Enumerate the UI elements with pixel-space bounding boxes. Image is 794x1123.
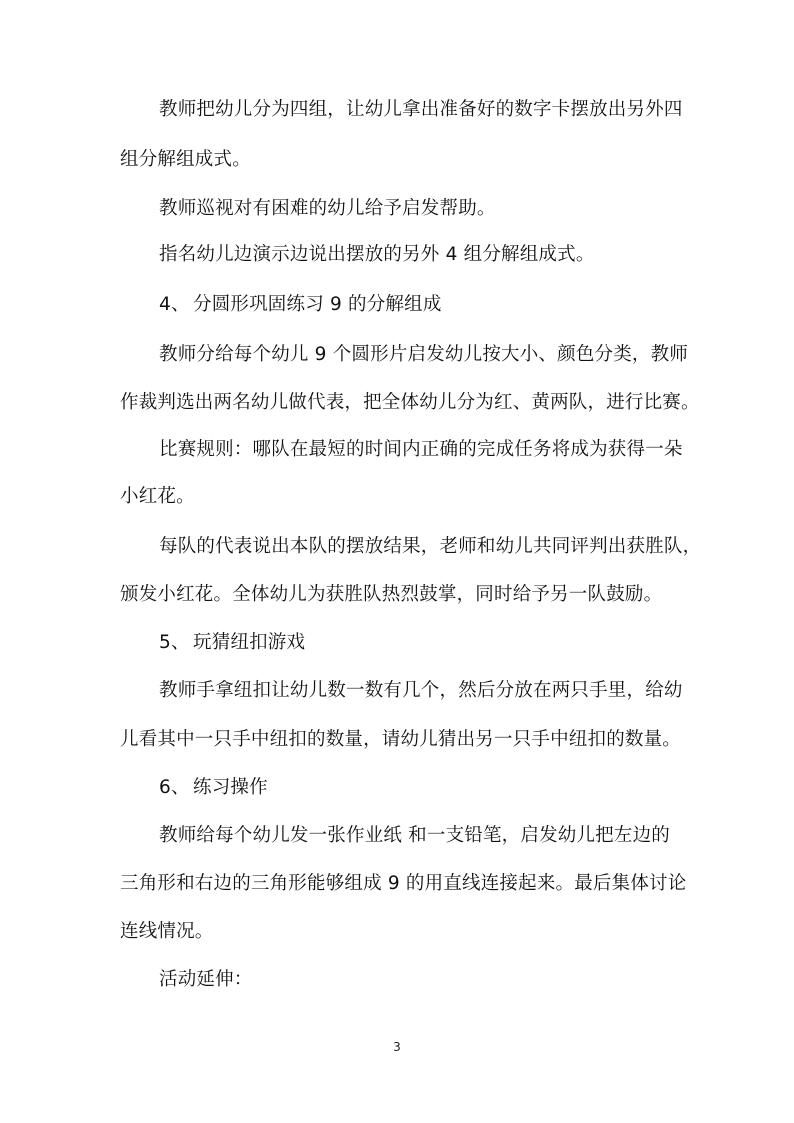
paragraph-1-line-1: 教师把幼儿分为四组，让幼儿拿出准备好的数字卡摆放出另外四 (159, 99, 683, 120)
paragraph-5-line-1: 比赛规则：哪队在最短的时间内正确的完成任务将成为获得一朵 (159, 439, 683, 460)
paragraph-4-line-1: 教师分给每个幼儿 9 个圆形片启发幼儿按大小、颜色分类，教师 (159, 344, 689, 365)
section-heading-5-number: 5、 (159, 632, 190, 653)
section-heading-5 (159, 630, 305, 656)
paragraph-2-line-1: 教师巡视对有困难的幼儿给予启发帮助。 (159, 198, 496, 219)
paragraph-5-line-2: 小红花。 (120, 486, 195, 507)
paragraph-8-line-2: 三角形和右边的三角形能够组成 9 的用直线连接起来。最后集体讨论 (120, 873, 687, 894)
paragraph-6-line-2: 颁发小红花。全体幼儿为获胜队热烈鼓掌，同时给予另一队鼓励。 (120, 584, 663, 605)
paragraph-7-line-2: 儿看其中一只手中纽扣的数量，请幼儿猜出另一只手中纽扣的数量。 (120, 729, 682, 750)
paragraph-4-line-2: 作裁判选出两名幼儿做代表，把全体幼儿分为红、黄两队，进行比赛。 (120, 392, 700, 413)
paragraph-8-line-1: 教师给每个幼儿发一张作业纸 和一支铅笔，启发幼儿把左边的 (159, 825, 670, 846)
section-heading-6-number: 6、 (159, 777, 190, 798)
paragraph-8-line-3: 连线情况。 (120, 921, 214, 942)
paragraph-9-line-1: 活动延伸： (159, 969, 253, 990)
paragraph-1-line-2: 组分解组成式。 (120, 149, 251, 170)
section-heading-4-number: 4、 (159, 294, 190, 315)
section-heading-6-text: 练习操作 (193, 777, 268, 798)
paragraph-6-line-1: 每队的代表说出本队的摆放结果，老师和幼儿共同评判出获胜队， (159, 536, 702, 557)
section-heading-4-text: 分圆形巩固练习 9 的分解组成 (193, 294, 442, 315)
section-heading-4 (159, 292, 442, 318)
page-number: 3 (393, 1040, 401, 1054)
section-heading-6 (159, 775, 268, 801)
paragraph-7-line-1: 教师手拿纽扣让幼儿数一数有几个，然后分放在两只手里，给幼 (159, 680, 683, 701)
section-heading-5-text: 玩猜纽扣游戏 (193, 632, 306, 653)
paragraph-3-line-1: 指名幼儿边演示边说出摆放的另外 4 组分解组成式。 (159, 244, 595, 265)
